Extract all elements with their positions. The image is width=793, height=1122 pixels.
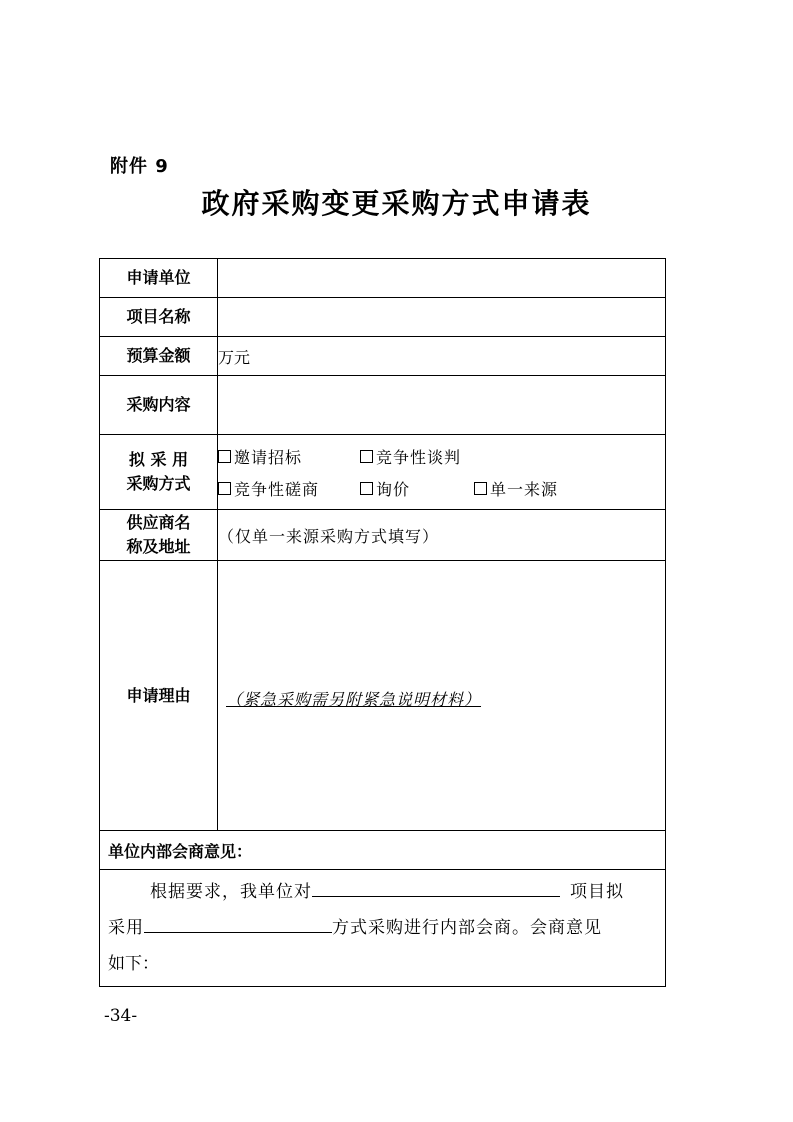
- application-form-table: [99, 258, 666, 987]
- opinion-body: [100, 870, 666, 987]
- attachment-label: 附件 9: [110, 156, 169, 177]
- form-title: 政府采购变更采购方式申请表: [201, 187, 592, 220]
- opinion-text-4: 方式采购进行内部会商。会商意见: [332, 918, 602, 938]
- option-inquiry[interactable]: [360, 477, 474, 500]
- option-label: 竞争性谈判: [376, 447, 462, 467]
- checkbox-icon[interactable]: [360, 450, 373, 463]
- method-options: [218, 435, 666, 510]
- supplier-label-line1: 供应商名: [126, 513, 191, 532]
- option-single-source[interactable]: [474, 477, 558, 500]
- method-label-line1: 拟 采 用: [128, 450, 189, 469]
- reason-field[interactable]: [218, 561, 666, 831]
- opinion-text-1: 根据要求，我单位对: [150, 882, 312, 902]
- option-label: 询价: [376, 479, 411, 499]
- option-competitive-consultation[interactable]: [218, 477, 360, 500]
- row-opinion-body: [100, 870, 666, 987]
- opinion-header: 单位内部会商意见：: [100, 831, 666, 870]
- option-label: 邀请招标: [234, 447, 303, 467]
- budget-field[interactable]: [218, 337, 666, 376]
- applicant-label: 申请单位: [100, 259, 218, 298]
- row-opinion-header: [100, 831, 666, 870]
- method-row-2: [218, 472, 665, 504]
- row-content: [100, 376, 666, 435]
- project-name-field[interactable]: [218, 298, 666, 337]
- checkbox-icon[interactable]: [360, 482, 373, 495]
- method-blank-field[interactable]: [144, 910, 332, 933]
- method-label-line2: 采购方式: [126, 474, 191, 493]
- budget-label: 预算金额: [100, 337, 218, 376]
- content-field[interactable]: [218, 376, 666, 435]
- checkbox-icon[interactable]: [474, 482, 487, 495]
- reason-note: （紧急采购需另附紧急说明材料）: [226, 690, 482, 709]
- row-budget: [100, 337, 666, 376]
- applicant-field[interactable]: [218, 259, 666, 298]
- checkbox-icon[interactable]: [218, 450, 231, 463]
- option-invited-bidding[interactable]: [218, 445, 360, 468]
- option-competitive-negotiation[interactable]: [360, 445, 461, 468]
- option-label: 单一来源: [490, 479, 559, 499]
- content-label: 采购内容: [100, 376, 218, 435]
- row-method: [100, 435, 666, 510]
- supplier-field[interactable]: [218, 510, 666, 561]
- option-label: 竞争性磋商: [234, 479, 320, 499]
- row-applicant: [100, 259, 666, 298]
- checkbox-icon[interactable]: [218, 482, 231, 495]
- method-row-1: [218, 440, 665, 472]
- supplier-label-line2: 称及地址: [126, 537, 191, 556]
- budget-unit: 万元: [218, 347, 251, 367]
- supplier-label: [100, 510, 218, 561]
- opinion-line-1: [108, 874, 657, 910]
- opinion-text-3: 采用: [108, 918, 144, 938]
- row-supplier: [100, 510, 666, 561]
- supplier-note: （仅单一来源采购方式填写）: [218, 526, 440, 546]
- project-blank-field[interactable]: [312, 874, 560, 897]
- opinion-line-3: 如下：: [108, 954, 159, 974]
- project-name-label: 项目名称: [100, 298, 218, 337]
- row-project-name: [100, 298, 666, 337]
- opinion-text-2: 项目拟: [570, 882, 624, 902]
- reason-label: 申请理由: [100, 561, 218, 831]
- page-number: -34-: [104, 1006, 138, 1026]
- method-label: [100, 435, 218, 510]
- row-reason: [100, 561, 666, 831]
- opinion-line-2: [108, 910, 657, 946]
